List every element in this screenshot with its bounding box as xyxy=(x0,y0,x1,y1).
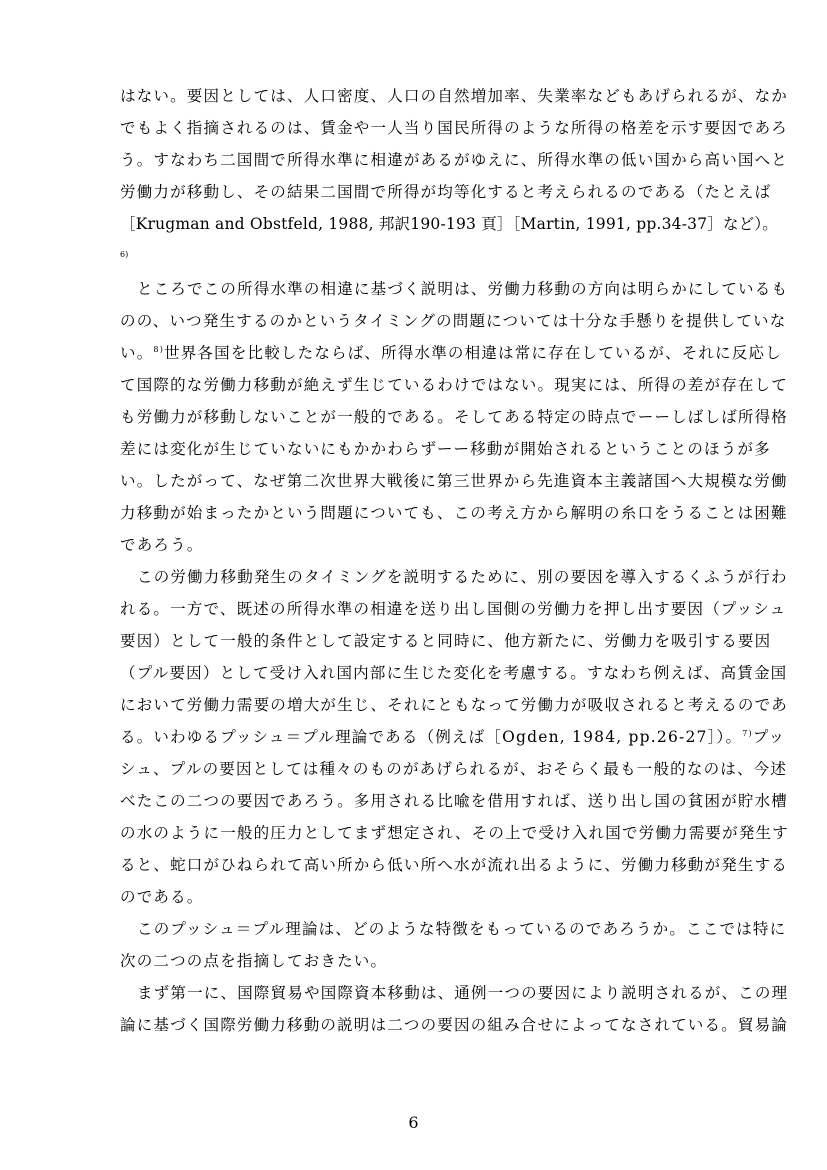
text-line xyxy=(120,343,780,363)
text-line: ると、蛇口がひねられて高い所から低い所へ水が流れ出るように、労働力移動が発生する xyxy=(120,856,789,874)
text-line: 力移動が始まったかという問題についても、この考え方から解明の糸口をうることは困難 xyxy=(120,504,788,522)
text-line: でもよく指摘されるのは、賃金や一人当り国民所得のような所得の格差を示す要因であろ xyxy=(120,119,789,137)
text-line: 次の二つの点を指摘しておきたい。 xyxy=(120,952,388,970)
text-line: れる。一方で、既述の所得水準の相違を送り出し国側の労働力を押し出す要因（プッシュ xyxy=(120,600,787,618)
text-line: シュ、プルの要因としては種々のものがあげられるが、おそらく最も一般的なのは、今述 xyxy=(120,760,788,778)
footnote-marker: 8) xyxy=(153,344,165,354)
text-fragment: る。いわゆるプッシュ＝プル理論である（例えば［Ogden, 1984, pp.26-27］）。 xyxy=(120,728,743,746)
footnote-marker: 7) xyxy=(742,728,753,738)
text-line: のである。 xyxy=(120,888,204,906)
text-line: 差には変化が生じていないにもかかわらずーー移動が開始されるということのほうが多 xyxy=(120,440,771,458)
text-line: 論に基づく国際労働力移動の説明は二つの要因の組み合せによってなされている。貿易論 xyxy=(120,1016,789,1034)
text-line: はない。要因としては、人口密度、人口の自然増加率、失業率などもあげられるが、なか xyxy=(120,87,789,105)
footnote-marker: 6) xyxy=(120,250,129,259)
text-line: まず第一に、国際貿易や国際資本移動は、通例一つの要因により説明されるが、この理 xyxy=(137,984,789,1002)
text-line xyxy=(120,727,786,747)
text-line: べたこの二つの要因であろう。多用される比喩を借用すれば、送り出し国の貧困が貯水槽 xyxy=(120,792,789,810)
text-fragment: プッ xyxy=(752,728,786,746)
page-number: 6 xyxy=(408,1113,419,1132)
text-line: において労働力需要の増大が生じ、それにともなって労働力が吸収されると考えるのであ xyxy=(120,696,789,714)
text-line: このプッシュ＝プル理論は、どのような特徴をもっているのであろうか。ここでは特に xyxy=(137,920,787,938)
text-line: ところでこの所得水準の相違に基づく説明は、労働力移動の方向は明らかにしているも xyxy=(137,280,789,298)
text-line: この労働力移動発生のタイミングを説明するために、別の要因を導入するくふうが行わ xyxy=(137,568,788,586)
text-line: も労働力が移動しないことが一般的である。そしてある特定の時点でーーしばしば所得格 xyxy=(120,408,789,426)
text-line: であろう。 xyxy=(120,536,204,554)
text-line: う。すなわち二国間で所得水準に相違があるがゆえに、所得水準の低い国から高い国へと xyxy=(120,151,789,169)
text-line: （プル要因）として受け入れ国内部に生じた変化を考慮する。すなわち例えば、高賃金国 xyxy=(120,664,788,682)
text-line: 要因）として一般的条件として設定すると同時に、他方新たに、労働力を吸引する要因 xyxy=(120,632,772,650)
text-line: い。したがって、なぜ第二次世界大戦後に第三世界から先進資本主義諸国へ大規模な労働 xyxy=(120,472,788,490)
text-line: 労働力が移動し、その結果二国間で所得が均等化すると考えられるのである（たとえば xyxy=(120,183,772,201)
text-line: のの、いつ発生するのかというタイミングの問題については十分な手懸りを提供していな xyxy=(120,312,787,330)
text-fragment: 世界各国を比較したならば、所得水準の相違は常に存在しているが、それに反応し xyxy=(164,344,782,362)
text-line: ［Krugman and Obstfeld, 1988, 邦訳190-193 頁］［Martin, 1991, pp.34-37］など）。 xyxy=(120,215,779,233)
text-line: の水のように一般的圧力としてまず想定され、その上で受け入れ国で労働力需要が発生す xyxy=(120,824,789,842)
text-fragment: い。 xyxy=(120,344,154,362)
text-line: て国際的な労働力移動が絶えず生じているわけではない。現実には、所得の差が存在して xyxy=(120,376,789,394)
